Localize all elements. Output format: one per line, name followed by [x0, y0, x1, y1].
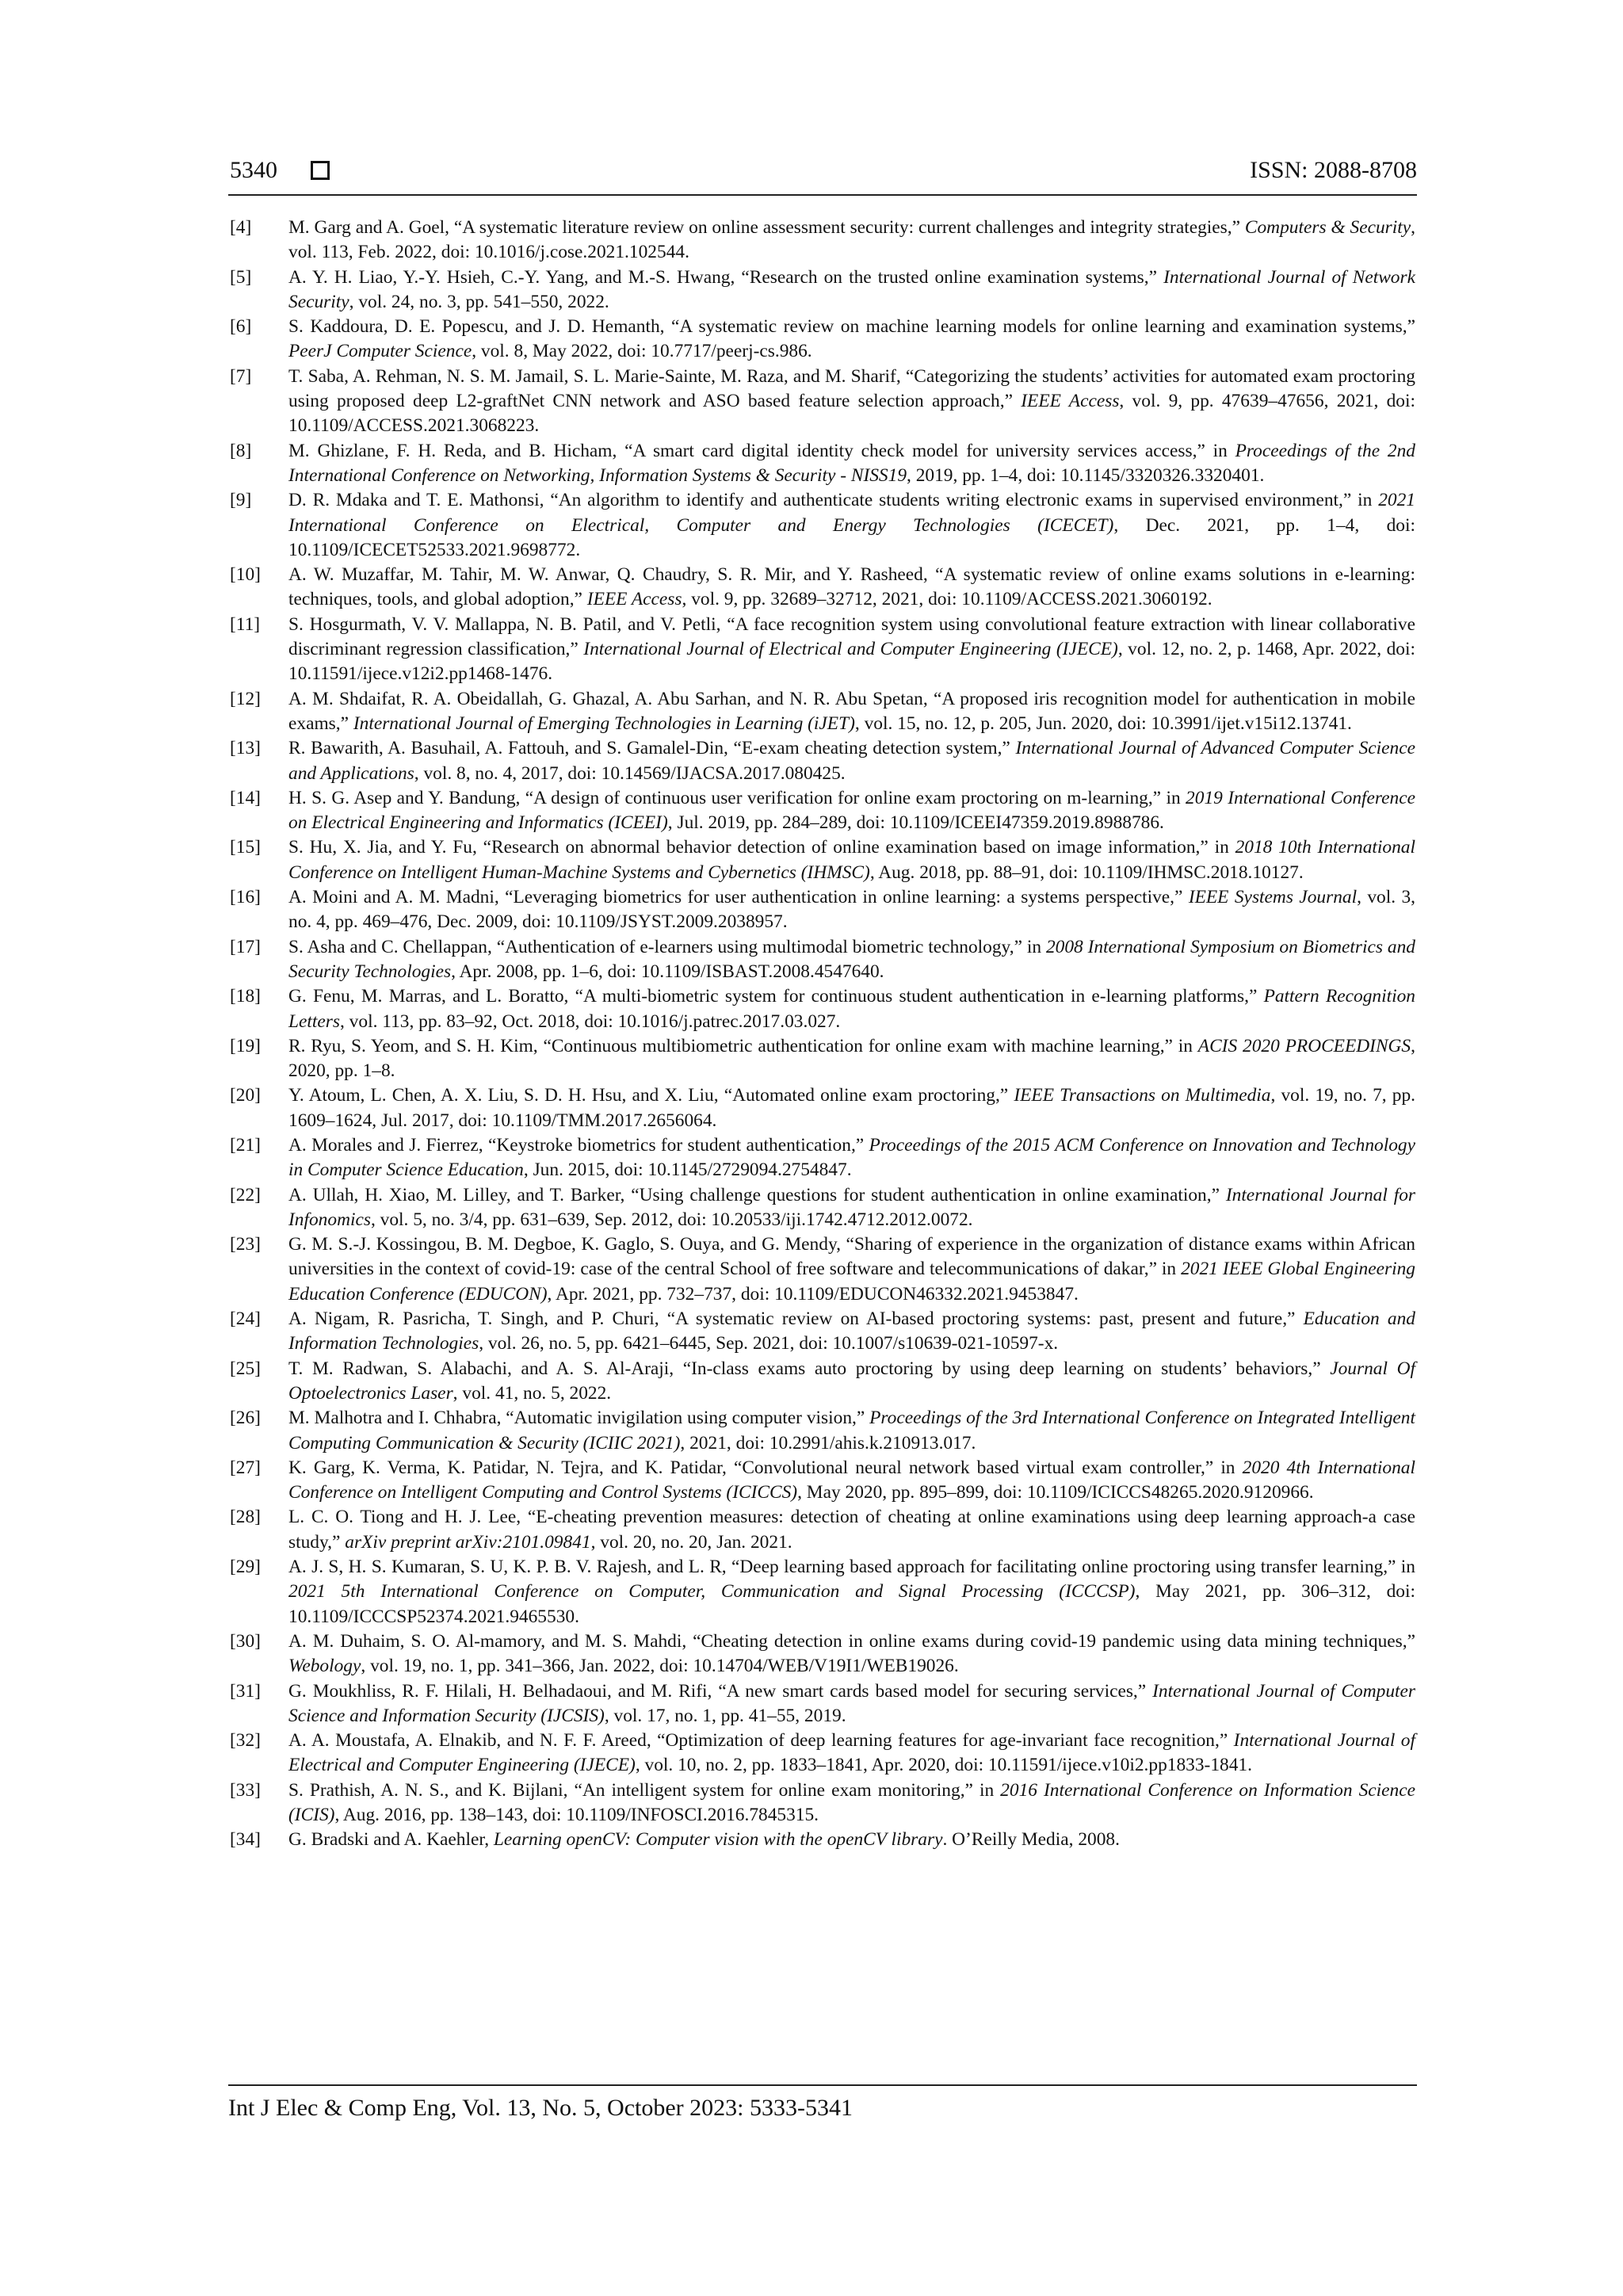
reference-fragment: , Aug. 2016, pp. 138–143, doi: 10.1109/INFOSCI.2016.7845315. — [334, 1805, 819, 1825]
reference-venue: 2021 International Conference on Electrical, Computer and Energy Technologies (ICECET) — [288, 490, 1415, 536]
reference-text — [288, 315, 1415, 365]
reference-number: [30] — [230, 1630, 261, 1652]
reference-item — [230, 1133, 1415, 1183]
reference-text — [288, 1456, 1415, 1506]
reference-item — [230, 736, 1415, 786]
reference-venue: IEEE Access — [1021, 391, 1120, 412]
reference-item — [230, 1232, 1415, 1307]
reference-fragment: , vol. 26, no. 5, pp. 6421–6445, Sep. 2021, doi: 10.1007/s10639-021-10597-x. — [479, 1333, 1059, 1354]
reference-item — [230, 1729, 1415, 1778]
reference-text — [288, 1183, 1415, 1233]
reference-text — [288, 439, 1415, 489]
reference-text — [288, 1307, 1415, 1357]
reference-venue: International Journal for Infonomics — [288, 1184, 1415, 1230]
reference-fragment: . O’Reilly Media, 2008. — [942, 1829, 1120, 1851]
reference-text — [288, 736, 1415, 786]
reference-item — [230, 1456, 1415, 1506]
reference-item — [230, 216, 1415, 266]
page-footer — [228, 2084, 1417, 2121]
reference-text — [288, 216, 1415, 266]
reference-fragment: , vol. 8, no. 4, 2017, doi: 10.14569/IJACSA.2017.080425. — [414, 762, 846, 784]
reference-item — [230, 835, 1415, 885]
reference-text — [288, 1778, 1415, 1828]
reference-number: [24] — [230, 1308, 261, 1330]
reference-venue: 2021 IEEE Global Engineering Education Conference (EDUCON) — [288, 1259, 1415, 1305]
reference-fragment: S. Asha and C. Chellappan, “Authentication of e-learners using multimodal biometric technology,” in — [288, 936, 1046, 957]
reference-venue: 2021 5th International Conference on Computer, Communication and Signal Processing (ICCCSP) — [288, 1581, 1136, 1603]
reference-venue: Journal Of Optoelectronics Laser — [288, 1358, 1415, 1404]
reference-text — [288, 1406, 1415, 1456]
reference-fragment: , vol. 9, pp. 47639–47656, 2021, doi: 10.1109/ACCESS.2021.3068223. — [288, 391, 1416, 437]
reference-venue: 2016 International Conference on Information Science (ICIS) — [288, 1779, 1415, 1825]
reference-venue: 2020 4th International Conference on Intelligent Computing and Control Systems (ICICCS) — [288, 1457, 1415, 1503]
page-number: 5340 — [230, 157, 277, 183]
reference-venue: IEEE Access — [586, 589, 682, 610]
reference-venue: Webology — [288, 1656, 361, 1677]
reference-number: [5] — [230, 266, 252, 288]
reference-fragment: , Apr. 2021, pp. 732–737, doi: 10.1109/EDUCON46332.2021.9453847. — [547, 1283, 1079, 1305]
reference-item — [230, 1828, 1415, 1852]
page-header — [228, 155, 1417, 196]
reference-venue: International Journal of Advanced Computer Science and Applications — [288, 738, 1415, 784]
reference-fragment: , Aug. 2018, pp. 88–91, doi: 10.1109/IHMSC.2018.10127. — [869, 861, 1304, 883]
reference-text — [288, 613, 1415, 687]
reference-item — [230, 1357, 1415, 1407]
reference-fragment: , vol. 113, Feb. 2022, doi: 10.1016/j.cose.2021.102544. — [288, 217, 1415, 263]
reference-venue: Learning openCV: Computer vision with the openCV library — [493, 1829, 943, 1851]
reference-number: [7] — [230, 365, 252, 387]
reference-item — [230, 885, 1415, 935]
reference-item — [230, 1555, 1415, 1629]
reference-item — [230, 687, 1415, 737]
reference-fragment: , vol. 9, pp. 32689–32712, 2021, doi: 10.1109/ACCESS.2021.3060192. — [682, 589, 1212, 610]
reference-item — [230, 1183, 1415, 1233]
reference-fragment: , vol. 5, no. 3/4, pp. 631–639, Sep. 2012, doi: 10.20533/iji.1742.4712.2012.0072. — [370, 1209, 973, 1230]
reference-item — [230, 365, 1415, 439]
reference-text — [288, 1034, 1415, 1084]
reference-fragment: , Apr. 2008, pp. 1–6, doi: 10.1109/ISBAST.2008.4547640. — [451, 961, 884, 982]
reference-text — [288, 687, 1415, 737]
reference-fragment: G. M. S.-J. Kossingou, B. M. Degboe, K. Gaglo, S. Ouya, and G. Mendy, “Sharing of experience in the organization of distance exams within African universities in the context of covid-19: case of the central School of free software and telecommunications of dakar,” in — [288, 1234, 1415, 1280]
reference-number: [19] — [230, 1035, 261, 1056]
reference-item — [230, 315, 1415, 365]
reference-item — [230, 563, 1415, 613]
reference-fragment: , vol. 113, pp. 83–92, Oct. 2018, doi: 10.1016/j.patrec.2017.03.027. — [339, 1010, 841, 1032]
reference-text — [288, 1555, 1415, 1629]
reference-number: [12] — [230, 688, 261, 709]
reference-text — [288, 786, 1415, 836]
reference-text — [288, 1729, 1415, 1778]
reference-venue: 2019 International Conference on Electrical Engineering and Informatics (ICEEI) — [288, 787, 1415, 834]
reference-item — [230, 1778, 1415, 1828]
reference-fragment: T. Saba, A. Rehman, N. S. M. Jamail, S. L. Marie-Sainte, M. Raza, and M. Sharif, “Categorizing the students’ activities for automated exam proctoring using proposed deep L2-graftNet CNN network and ASO based feature selection approach,” — [288, 365, 1415, 412]
reference-number: [6] — [230, 316, 252, 338]
reference-fragment: G. Fenu, M. Marras, and L. Boratto, “A multi-biometric system for continuous student authentication in e-learning platforms,” — [288, 986, 1264, 1007]
reference-text — [288, 1629, 1415, 1679]
journal-citation: Int J Elec & Comp Eng, Vol. 13, No. 5, October 2023: 5333-5341 — [228, 2095, 853, 2121]
reference-number: [9] — [230, 490, 252, 511]
reference-fragment: , May 2021, pp. 306–312, doi: 10.1109/ICCCSP52374.2021.9465530. — [288, 1581, 1415, 1627]
reference-fragment: M. Ghizlane, F. H. Reda, and B. Hicham, “A smart card digital identity check model for university services access,” in — [288, 440, 1235, 461]
reference-fragment: , 2019, pp. 1–4, doi: 10.1145/3320326.3320401. — [907, 464, 1265, 486]
reference-item — [230, 613, 1415, 687]
reference-text — [288, 1232, 1415, 1307]
reference-text — [288, 1133, 1415, 1183]
reference-fragment: , vol. 20, no. 20, Jan. 2021. — [590, 1531, 792, 1553]
reference-item — [230, 984, 1415, 1034]
reference-fragment: , vol. 15, no. 12, p. 205, Jun. 2020, doi: 10.3991/ijet.v15i12.13741. — [854, 712, 1352, 734]
reference-fragment: A. Morales and J. Fierrez, “Keystroke biometrics for student authentication,” — [288, 1134, 869, 1156]
reference-number: [21] — [230, 1134, 261, 1156]
reference-number: [26] — [230, 1408, 261, 1429]
reference-text — [288, 488, 1415, 563]
reference-fragment: A. A. Moustafa, A. Elnakib, and N. F. F. Areed, “Optimization of deep learning features for age-invariant face recognition,” — [288, 1730, 1234, 1752]
reference-text — [288, 266, 1415, 315]
square-icon — [311, 161, 330, 180]
reference-text — [288, 1083, 1415, 1133]
reference-fragment: S. Prathish, A. N. S., and K. Bijlani, “An intelligent system for online exam monitoring,” in — [288, 1779, 1001, 1801]
reference-fragment: , 2020, pp. 1–8. — [288, 1035, 1415, 1082]
reference-fragment: M. Malhotra and I. Chhabra, “Automatic invigilation using computer vision,” — [288, 1408, 870, 1429]
reference-venue: Proceedings of the 2nd International Conference on Networking, Information Systems & Security - NISS19 — [288, 440, 1415, 486]
reference-number: [16] — [230, 887, 261, 908]
reference-fragment: A. W. Muzaffar, M. Tahir, M. W. Anwar, Q. Chaudry, S. R. Mir, and Y. Rasheed, “A systematic review of online exams solutions in e-learning: techniques, tools, and global adoption,” — [288, 564, 1415, 610]
reference-fragment: , May 2020, pp. 895–899, doi: 10.1109/ICICCS48265.2020.9120966. — [797, 1482, 1314, 1503]
reference-fragment: , vol. 3, no. 4, pp. 469–476, Dec. 2009, doi: 10.1109/JSYST.2009.2038957. — [288, 887, 1416, 933]
reference-fragment: S. Hosgurmath, V. V. Mallappa, N. B. Patil, and V. Petli, “A face recognition system using convolutional feature extraction with linear collaborative discriminant regression classification,” — [288, 613, 1415, 660]
reference-text — [288, 984, 1415, 1034]
reference-venue: International Journal of Electrical and Computer Engineering (IJECE) — [288, 1730, 1415, 1776]
reference-fragment: , vol. 24, no. 3, pp. 541–550, 2022. — [349, 291, 609, 312]
reference-number: [14] — [230, 787, 261, 808]
reference-fragment: M. Garg and A. Goel, “A systematic literature review on online assessment security: current challenges and integrity strategies,” — [288, 217, 1245, 238]
reference-item — [230, 1083, 1415, 1133]
reference-number: [34] — [230, 1829, 261, 1851]
reference-item — [230, 1505, 1415, 1555]
reference-venue: International Journal of Network Security — [288, 266, 1415, 312]
reference-number: [15] — [230, 837, 261, 858]
reference-fragment: A. M. Duhaim, S. O. Al-mamory, and M. S. Mahdi, “Cheating detection in online exams during covid-19 pandemic using data mining techniques,” — [288, 1630, 1415, 1652]
reference-fragment: G. Bradski and A. Kaehler, — [288, 1829, 494, 1851]
reference-venue: International Journal of Computer Science and Information Security (IJCSIS) — [288, 1680, 1416, 1726]
reference-number: [25] — [230, 1358, 261, 1379]
reference-item — [230, 1629, 1415, 1679]
reference-fragment: A. Moini and A. M. Madni, “Leveraging biometrics for user authentication in online learning: a systems perspective,” — [288, 887, 1189, 908]
reference-number: [31] — [230, 1680, 261, 1702]
reference-venue: IEEE Transactions on Multimedia — [1014, 1085, 1271, 1106]
reference-fragment: S. Hu, X. Jia, and Y. Fu, “Research on abnormal behavior detection of online examination based on image information,” in — [288, 837, 1235, 858]
reference-fragment: , vol. 8, May 2022, doi: 10.7717/peerj-cs.986. — [472, 341, 812, 362]
reference-item — [230, 935, 1415, 985]
reference-item — [230, 1307, 1415, 1357]
reference-text — [288, 365, 1415, 439]
reference-fragment: A. J. S, H. S. Kumaran, S. U, K. P. B. V. Rajesh, and L. R, “Deep learning based approach for facilitating online proctoring using transfer learning,” in — [288, 1557, 1415, 1578]
reference-item — [230, 1406, 1415, 1456]
reference-venue: arXiv preprint arXiv:2101.09841 — [345, 1531, 591, 1553]
reference-venue: International Journal of Electrical and Computer Engineering (IJECE) — [583, 639, 1118, 660]
reference-fragment: S. Kaddoura, D. E. Popescu, and J. D. Hemanth, “A systematic review on machine learning models for online learning and examination systems,” — [288, 316, 1415, 338]
reference-venue: Pattern Recognition Letters — [288, 986, 1415, 1032]
reference-fragment: , Jun. 2015, doi: 10.1145/2729094.2754847. — [523, 1159, 852, 1181]
reference-number: [28] — [230, 1507, 261, 1528]
reference-fragment: A. Ullah, H. Xiao, M. Lilley, and T. Barker, “Using challenge questions for student authentication in online examination,” — [288, 1184, 1226, 1205]
reference-fragment: L. C. O. Tiong and H. J. Lee, “E-cheating prevention measures: detection of cheating at online examinations using deep learning approach-a case study,” — [288, 1507, 1415, 1553]
reference-fragment: T. M. Radwan, S. Alabachi, and A. S. Al-Araji, “In-class exams auto proctoring by using deep learning on students’ behaviors,” — [288, 1358, 1331, 1379]
reference-venue: Proceedings of the 2015 ACM Conference on Innovation and Technology in Computer Science Education — [288, 1134, 1415, 1181]
reference-text — [288, 1828, 1415, 1852]
reference-number: [29] — [230, 1557, 261, 1578]
reference-list — [230, 216, 1415, 1853]
reference-text — [288, 935, 1415, 985]
reference-venue: International Journal of Emerging Technologies in Learning (iJET) — [353, 712, 855, 734]
reference-number: [18] — [230, 986, 261, 1007]
reference-fragment: A. Nigam, R. Pasricha, T. Singh, and P. Churi, “A systematic review on AI-based proctoring systems: past, present and future,” — [288, 1308, 1304, 1330]
reference-fragment: Y. Atoum, L. Chen, A. X. Liu, S. D. H. Hsu, and X. Liu, “Automated online exam proctoring,” — [288, 1085, 1014, 1106]
reference-venue: 2018 10th International Conference on Intelligent Human-Machine Systems and Cybernetics (IHMSC) — [288, 837, 1415, 883]
reference-number: [32] — [230, 1730, 261, 1752]
reference-fragment: R. Bawarith, A. Basuhail, A. Fattouh, and S. Gamalel-Din, “E-exam cheating detection system,” — [288, 738, 1016, 759]
reference-fragment: , vol. 17, no. 1, pp. 41–55, 2019. — [604, 1705, 846, 1726]
reference-text — [288, 835, 1415, 885]
reference-text — [288, 1357, 1415, 1407]
reference-number: [10] — [230, 564, 261, 586]
reference-number: [13] — [230, 738, 261, 759]
reference-item — [230, 1034, 1415, 1084]
reference-fragment: , 2021, doi: 10.2991/ahis.k.210913.017. — [680, 1432, 976, 1454]
reference-text — [288, 1505, 1415, 1555]
reference-venue: 2008 International Symposium on Biometrics and Security Technologies — [288, 936, 1415, 982]
reference-number: [33] — [230, 1779, 261, 1801]
reference-venue: IEEE Systems Journal — [1188, 887, 1358, 908]
reference-fragment: , vol. 10, no. 2, pp. 1833–1841, Apr. 2020, doi: 10.11591/ijece.v10i2.pp1833-1841. — [635, 1755, 1252, 1776]
reference-venue: Proceedings of the 3rd International Conference on Integrated Intelligent Computing Communication & Security (ICIIC 2021) — [288, 1408, 1416, 1454]
reference-item — [230, 266, 1415, 315]
reference-fragment: , vol. 19, no. 7, pp. 1609–1624, Jul. 2017, doi: 10.1109/TMM.2017.2656064. — [288, 1085, 1416, 1131]
reference-number: [23] — [230, 1234, 261, 1255]
reference-number: [22] — [230, 1184, 261, 1205]
reference-number: [20] — [230, 1085, 261, 1106]
reference-item — [230, 488, 1415, 563]
reference-number: [11] — [230, 613, 261, 635]
reference-fragment: A. M. Shdaifat, R. A. Obeidallah, G. Ghazal, A. Abu Sarhan, and N. R. Abu Spetan, “A proposed iris recognition model for authentication in mobile exams,” — [288, 688, 1415, 734]
reference-number: [17] — [230, 936, 261, 957]
reference-fragment: , vol. 12, no. 2, p. 1468, Apr. 2022, doi: 10.11591/ijece.v12i2.pp1468-1476. — [288, 639, 1415, 685]
reference-fragment: H. S. G. Asep and Y. Bandung, “A design of continuous user verification for online exam proctoring on m-learning,” in — [288, 787, 1186, 808]
reference-number: [8] — [230, 440, 252, 461]
reference-number: [27] — [230, 1457, 261, 1478]
reference-text — [288, 1679, 1415, 1729]
reference-item — [230, 786, 1415, 836]
issn-label: ISSN: 2088-8708 — [1250, 157, 1417, 183]
reference-venue: PeerJ Computer Science — [288, 341, 472, 362]
reference-fragment: , Dec. 2021, pp. 1–4, doi: 10.1109/ICECET52533.2021.9698772. — [288, 514, 1415, 560]
reference-item — [230, 1679, 1415, 1729]
reference-item — [230, 439, 1415, 489]
reference-venue: Education and Information Technologies — [288, 1308, 1415, 1354]
reference-text — [288, 563, 1415, 613]
reference-fragment: , vol. 19, no. 1, pp. 341–366, Jan. 2022, doi: 10.14704/WEB/V19I1/WEB19026. — [361, 1656, 959, 1677]
reference-fragment: A. Y. H. Liao, Y.-Y. Hsieh, C.-Y. Yang, and M.-S. Hwang, “Research on the trusted online examination systems,” — [288, 266, 1164, 288]
reference-fragment: G. Moukhliss, R. F. Hilali, H. Belhadaoui, and M. Rifi, “A new smart cards based model for securing services,” — [288, 1680, 1153, 1702]
reference-text — [288, 885, 1415, 935]
reference-fragment: R. Ryu, S. Yeom, and S. H. Kim, “Continuous multibiometric authentication for online exam with machine learning,” in — [288, 1035, 1198, 1056]
reference-venue: ACIS 2020 PROCEEDINGS — [1197, 1035, 1411, 1056]
reference-venue: Computers & Security — [1244, 217, 1411, 238]
reference-fragment: , Jul. 2019, pp. 284–289, doi: 10.1109/ICEEI47359.2019.8988786. — [667, 812, 1164, 834]
reference-number: [4] — [230, 217, 252, 238]
reference-fragment: , vol. 41, no. 5, 2022. — [453, 1382, 612, 1404]
reference-fragment: K. Garg, K. Verma, K. Patidar, N. Tejra, and K. Patidar, “Convolutional neural network based virtual exam controller,” in — [288, 1457, 1243, 1478]
reference-fragment: D. R. Mdaka and T. E. Mathonsi, “An algorithm to identify and authenticate students writing electronic exams in supervised environment,” in — [288, 490, 1379, 511]
